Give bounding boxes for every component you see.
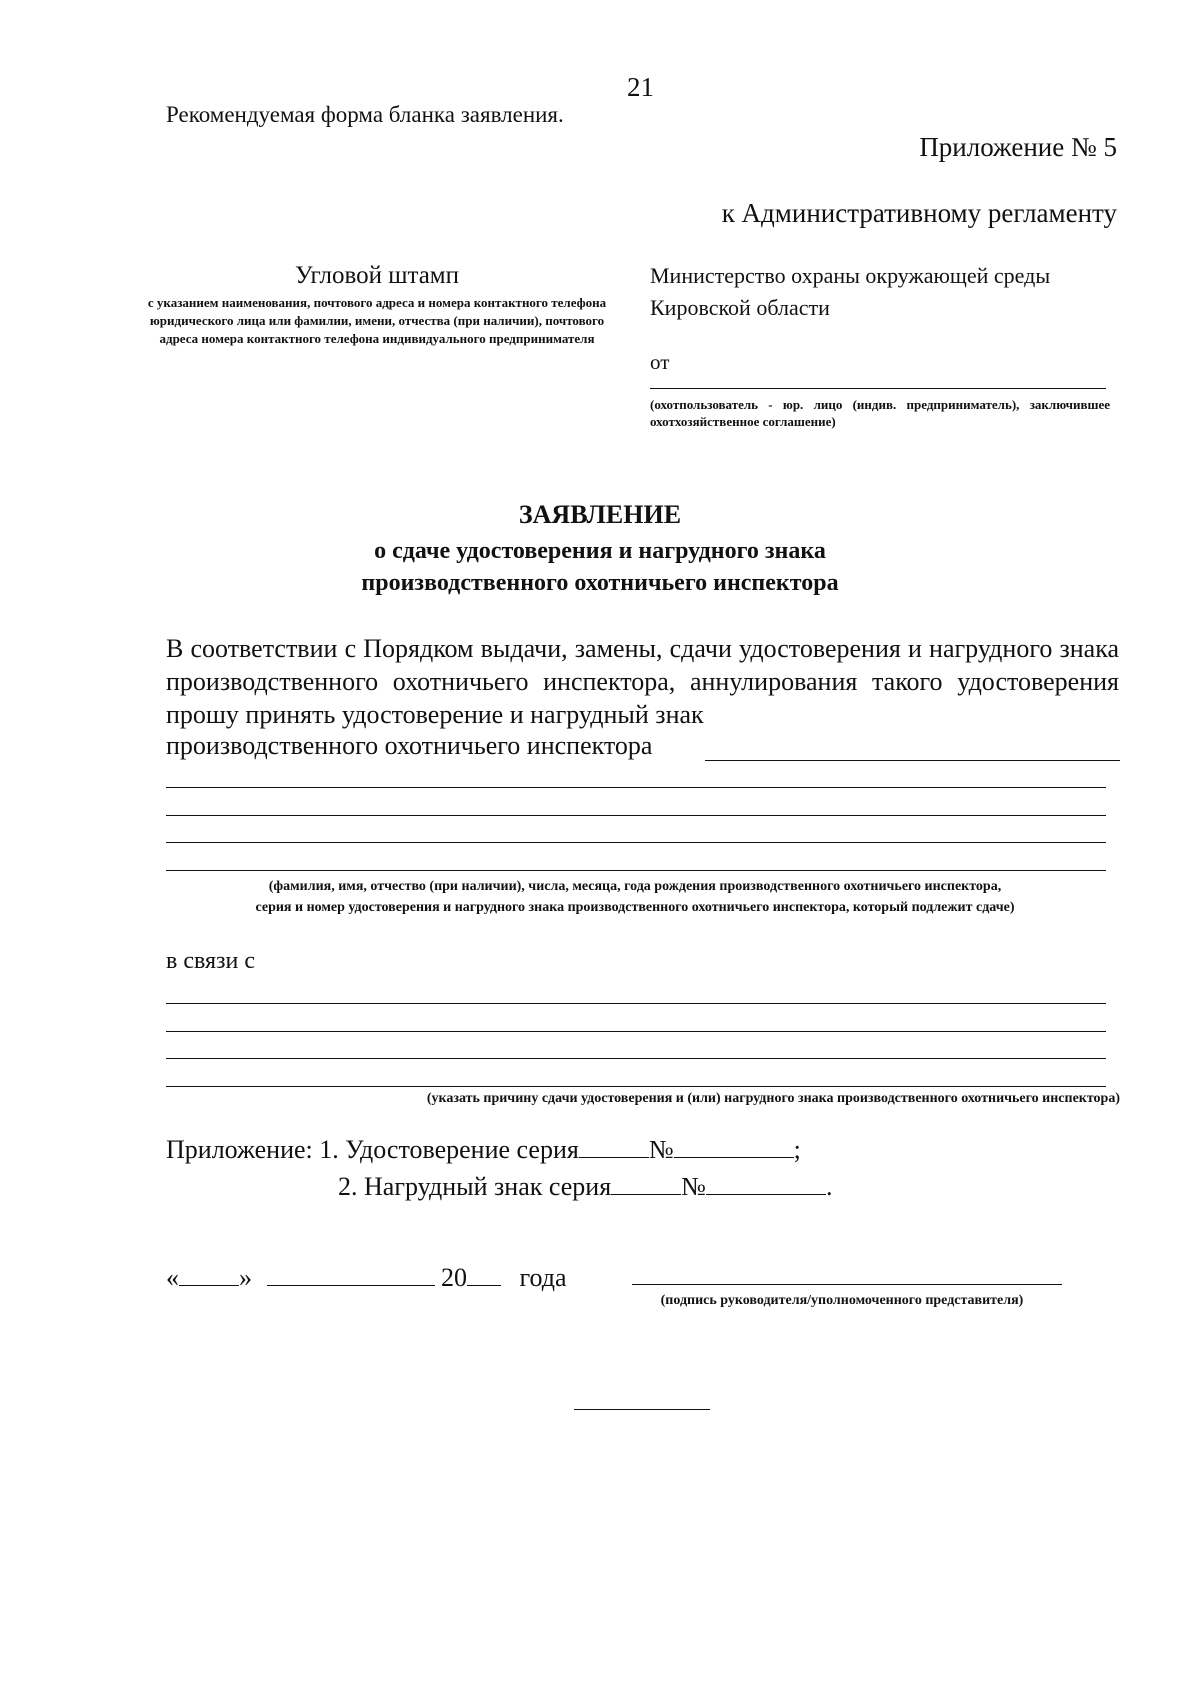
date-block	[166, 1263, 567, 1293]
attachment-2-end: .	[825, 1172, 833, 1201]
reason-field-line-3[interactable]	[166, 1058, 1106, 1059]
badge-series-field[interactable]	[611, 1172, 681, 1195]
in-connection-label: в связи с	[166, 948, 256, 974]
document-subtitle-2: производственного охотничьего инспектора	[361, 570, 839, 596]
recommended-form-note: Рекомендуемая форма бланка заявления.	[166, 102, 564, 127]
badge-number-field[interactable]	[706, 1172, 826, 1195]
inspector-caption-1: (фамилия, имя, отчество (при наличии), числа, месяца, года рождения производственного охотничьего инспектора,	[268, 879, 1002, 894]
stamp-title: Угловой штамп	[294, 262, 459, 289]
attachment-2	[338, 1172, 832, 1202]
certificate-number-field[interactable]	[674, 1135, 794, 1158]
document-title: ЗАЯВЛЕНИЕ	[518, 500, 682, 529]
year-field[interactable]	[467, 1263, 501, 1286]
from-note: (охотпользователь - юр. лицо (индив. предприниматель), заключившее охотхозяйственное соглашение)	[650, 397, 1110, 429]
inspector-field-line-2[interactable]	[166, 787, 1106, 788]
document-subtitle-1: о сдаче удостоверения и нагрудного знака	[374, 538, 826, 564]
attachment-2-label: 2. Нагрудный знак серия	[338, 1172, 612, 1201]
reason-field-line-2[interactable]	[166, 1031, 1106, 1032]
reason-caption: (указать причину сдачи удостоверения и (или) нагрудного знака производственного охотничьего инспектора)	[426, 1091, 1120, 1106]
ministry-line-1: Министерство охраны окружающей среды	[650, 263, 1051, 288]
from-label: от	[650, 350, 670, 374]
attachment-2-num-sign: №	[681, 1172, 706, 1201]
reason-field-line-1[interactable]	[166, 1003, 1106, 1004]
signature-caption: (подпись руководителя/уполномоченного представителя)	[660, 1293, 1024, 1308]
year-suffix: года	[519, 1263, 567, 1292]
appendix-to-label: к Административному регламенту	[721, 198, 1117, 228]
certificate-series-field[interactable]	[579, 1135, 649, 1158]
inspector-caption-2: серия и номер удостоверения и нагрудного знака производственного охотничьего инспектора, который подлежит сдаче)	[255, 900, 1015, 915]
quote-close: »	[239, 1263, 252, 1292]
addressee-ministry	[650, 260, 1110, 324]
body-paragraph: В соответствии с Порядком выдачи, замены, сдачи удостоверения и нагрудного знака производственного охотничьего инспектора, аннулирования такого удостоверения прошу принять удостоверение и нагрудный знак	[166, 634, 1119, 729]
year-prefix: 20	[441, 1263, 467, 1292]
attachment-1-label: Приложение: 1. Удостоверение серия	[166, 1135, 579, 1164]
inspector-field-line-3[interactable]	[166, 815, 1106, 816]
attachment-1-end: ;	[793, 1135, 801, 1164]
end-divider	[574, 1409, 710, 1410]
page-number: 21	[627, 72, 654, 102]
reason-field-line-4[interactable]	[166, 1086, 1106, 1087]
inspector-field-line-4[interactable]	[166, 842, 1106, 843]
inspector-field-line-1[interactable]	[705, 760, 1120, 761]
day-field[interactable]	[179, 1263, 239, 1286]
inspector-field-line-5[interactable]	[166, 870, 1106, 871]
signature-field[interactable]	[632, 1284, 1062, 1285]
stamp-note: с указанием наименования, почтового адреса и номера контактного телефона юридического лица или фамилии, имени, отчества (при наличии), почтового адреса номера контактного телефона индивидуального предпринимателя	[147, 295, 607, 346]
month-field[interactable]	[267, 1263, 435, 1286]
appendix-label: Приложение № 5	[919, 132, 1117, 162]
body-last-line: производственного охотничьего инспектора	[166, 731, 653, 760]
quote-open: «	[166, 1263, 179, 1292]
attachment-1	[166, 1135, 801, 1165]
from-field[interactable]	[650, 388, 1106, 389]
ministry-line-2: Кировской области	[650, 295, 830, 320]
attachment-1-num-sign: №	[648, 1135, 674, 1164]
